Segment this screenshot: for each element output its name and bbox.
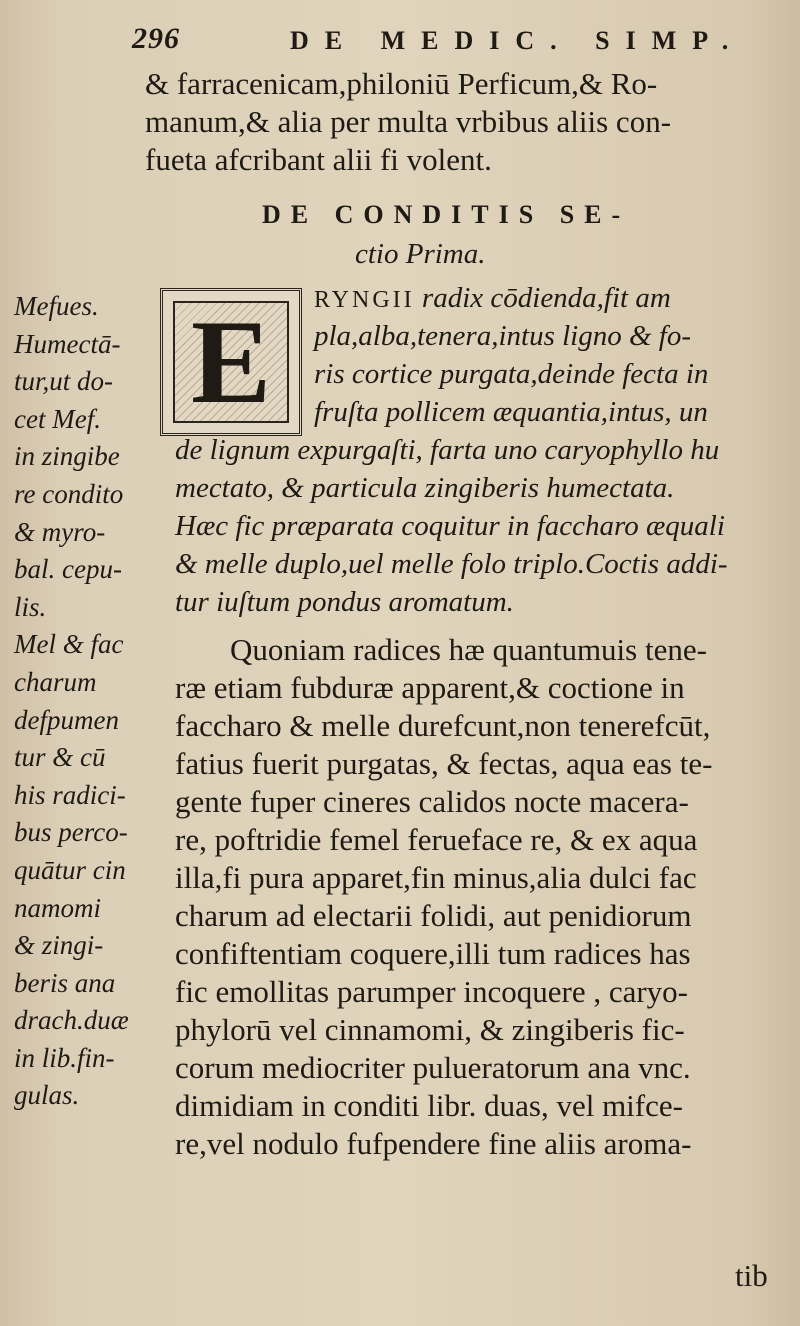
marginal-note (14, 288, 164, 1115)
italic-text: radix cōdienda,fit am (414, 282, 671, 314)
running-head: DE MEDIC. SIMP. (290, 26, 745, 55)
italic-line: fruſta pollicem æquantia,intus, un (314, 396, 708, 428)
italic-line: mectato, & particula zingiberis humectata. (175, 472, 675, 504)
body-line: fatius fuerit purgatas, & fectas, aqua eas te- (175, 746, 713, 781)
body-line: fueta afcribant alii fi volent. (145, 142, 492, 177)
italic-line: Hæc fic præparata coquitur in faccharo æquali (175, 510, 725, 542)
body-line: illa,fi pura apparet,fin minus,alia dulci fac (175, 860, 697, 895)
italic-line: & melle duplo,uel melle folo triplo.Coctis addi- (175, 548, 728, 580)
page-number: 296 (132, 22, 180, 55)
margin-line: cet Mef. (14, 403, 101, 434)
margin-line: namomi (14, 892, 101, 923)
decorated-initial (160, 288, 302, 436)
italic-line: tur iuſtum pondus aromatum. (175, 586, 514, 618)
margin-line: bus perco- (14, 817, 128, 848)
section-subheading: ctio Prima. (355, 238, 486, 270)
body-line: corum mediocriter pulueratorum ana vnc. (175, 1050, 691, 1085)
margin-line: Mefues. (14, 291, 99, 321)
margin-line: re condito (14, 478, 124, 509)
margin-line: in lib.fin- (14, 1042, 115, 1073)
body-line: ræ etiam fubduræ apparent,& coctione in (175, 670, 685, 705)
body-line: charum ad electarii folidi, aut penidiorum (175, 898, 692, 933)
catchword: tib (735, 1258, 768, 1293)
body-line: re, poftridie femel ferueface re, & ex aqua (175, 822, 698, 857)
body-line: re,vel nodulo fufpendere fine aliis aroma- (175, 1126, 692, 1161)
body-line: & farracenicam,philoniū Perficum,& Ro- (145, 66, 658, 101)
body-line: confiftentiam coquere,illi tum radices has (175, 936, 691, 971)
margin-line: & zingi- (14, 930, 104, 961)
italic-line (314, 280, 671, 318)
margin-line: tur & cū (14, 742, 106, 773)
small-caps-word: RYNGII (314, 287, 415, 313)
margin-line: & myro- (14, 516, 106, 547)
margin-line: drach.duæ (14, 1005, 129, 1036)
margin-line: Mel & fac (14, 629, 124, 660)
italic-line: pla,alba,tenera,intus ligno & fo- (314, 320, 691, 352)
body-line: faccharo & melle durefcunt,non tenerefcūt, (175, 708, 711, 743)
body-line: fic emollitas parumper incoquere , caryo- (175, 974, 688, 1009)
margin-line: lis. (14, 591, 47, 622)
margin-line: in zingibe (14, 441, 120, 472)
margin-line: tur,ut do- (14, 366, 114, 397)
body-line: Quoniam radices hæ quantumuis tene- (230, 632, 707, 667)
section-heading: DE CONDITIS SE- (262, 200, 631, 229)
margin-line: gulas. (14, 1080, 80, 1111)
italic-line: de lignum expurgaſti, farta uno caryophyllo hu (175, 434, 720, 466)
margin-line: his radici- (14, 779, 126, 810)
initial-letter: E (190, 295, 272, 428)
margin-line: quātur cin (14, 854, 126, 885)
margin-line: beris ana (14, 967, 116, 998)
body-line: manum,& alia per multa vrbibus aliis con- (145, 104, 672, 139)
body-line: dimidiam in conditi libr. duas, vel mifce- (175, 1088, 683, 1123)
margin-line: bal. cepu- (14, 554, 122, 585)
margin-line: charum (14, 666, 97, 697)
body-line: gente fuper cineres calidos nocte macera- (175, 784, 689, 819)
body-line: phylorū vel cinnamomi, & zingiberis fic- (175, 1012, 685, 1047)
italic-line: ris cortice purgata,deinde fecta in (314, 358, 709, 390)
margin-line: defpumen (14, 704, 119, 735)
margin-line: Humectā- (14, 328, 121, 359)
